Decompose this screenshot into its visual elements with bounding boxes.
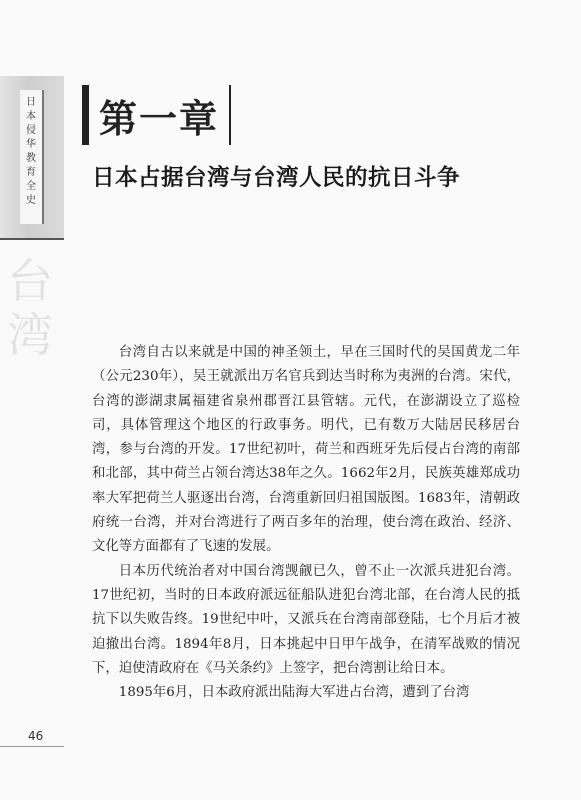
page-number: 46 [28, 729, 44, 743]
chapter-number: 第一章 [99, 95, 220, 141]
sidebar-watermark: 台湾 [7, 254, 53, 362]
sidebar [0, 76, 64, 756]
sidebar-divider [0, 238, 64, 240]
chapter-bar-right [229, 85, 231, 145]
chapter-label [82, 85, 231, 145]
paragraph: 日本历代统治者对中国台湾觊觎已久，曾不止一次派兵进犯台湾。17世纪初，当时的日本政府派远征船队进犯台湾北部，在台湾人民的抵抗下以失败告终。19世纪中叶，又派兵在台湾南部登陆，七个月后才被迫撤出台湾。1894年8月，日本挑起中日甲午战争，在清军战败的情况下，迫使清政府在《马关条约》上签字，把台湾割让给日本。 [92, 563, 520, 676]
paragraph: 台湾自古以来就是中国的神圣领土，早在三国时代的吴国黄龙二年（公元230年），吴王就派出万名官兵到达当时称为夷洲的台湾。宋代，台湾的澎湖隶属福建省泉州郡晋江县管辖。元代，在澎湖设立了巡检司，具体管理这个地区的行政事务。明代，已有数万大陆居民移居台湾，参与台湾的开发。17世纪初叶，荷兰和西班牙先后侵占台湾的南部和北部，其中荷兰占领台湾达38年之久。1662年2月，民族英雄郑成功率大军把荷兰人驱逐出台湾，台湾重新回归祖国版图。1683年，清朝政府统一台湾，并对台湾进行了两百多年的治理，使台湾在政治、经济、文化等方面都有了飞速的发展。 [92, 345, 520, 555]
series-title: 日本侵华教育全史 [26, 97, 36, 206]
footer-divider [0, 746, 64, 747]
chapter-bar-left [82, 85, 89, 145]
paragraph: 1895年6月，日本政府派出陆海大军进占台湾，遭到了台湾 [118, 685, 470, 701]
chapter-title: 日本占据台湾与台湾人民的抗日斗争 [92, 165, 461, 191]
body-text [92, 341, 520, 705]
